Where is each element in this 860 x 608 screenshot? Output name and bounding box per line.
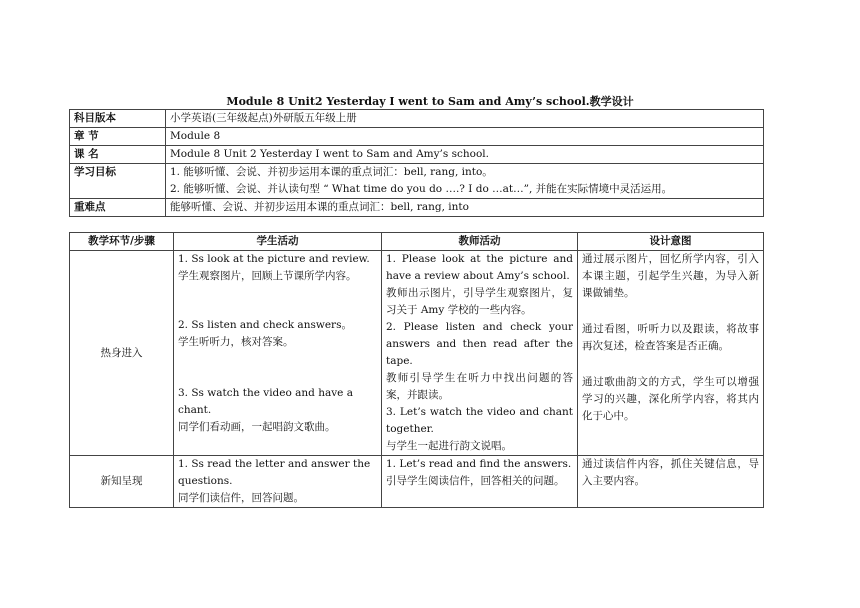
step-cell: 新知呈现 xyxy=(70,456,174,508)
activity-zh: 教师出示图片，引导学生观察图片，复习关于 Amy 学校的一些内容。 xyxy=(386,287,573,316)
info-row-objectives xyxy=(70,164,764,199)
intent-text: 通过读信件内容，抓住关键信息，导入主要内容。 xyxy=(582,458,759,487)
objective-line: 1. 能够听懂、会说、并初步运用本课的重点词汇：bell, rang, into。 xyxy=(170,166,493,178)
table-row xyxy=(70,251,764,456)
student-activity-cell xyxy=(174,456,382,508)
info-key: 章 节 xyxy=(70,128,166,146)
info-key: 科目版本 xyxy=(70,110,166,128)
info-key: 课 名 xyxy=(70,146,166,164)
info-value: 能够听懂、会说、并初步运用本课的重点词汇：bell, rang, into xyxy=(166,199,764,217)
lesson-plan-table xyxy=(69,232,764,508)
info-row-edition xyxy=(70,110,764,128)
intent-text: 通过歌曲韵文的方式，学生可以增强学习的兴趣，深化所学内容，将其内化于心中。 xyxy=(582,376,759,422)
intent-text: 通过展示图片，回忆所学内容，引入本课主题，引起学生兴趣，为导入新课做铺垫。 xyxy=(582,253,759,299)
teacher-activity-cell xyxy=(382,456,578,508)
info-value: Module 8 Unit 2 Yesterday I went to Sam and Amy’s school. xyxy=(166,146,764,164)
objective-line: 2. 能够听懂、会说、并认读句型 “ What time do you do ….? I do …at…”, 并能在实际情境中灵活运用。 xyxy=(170,183,673,195)
info-key: 重难点 xyxy=(70,199,166,217)
intent-text: 通过看图，听听力以及跟读，将故事再次复述，检查答案是否正确。 xyxy=(582,323,759,352)
activity-en: 1. Please look at the picture and have a review about Amy’s school. xyxy=(386,253,573,282)
column-header: 学生活动 xyxy=(174,233,382,251)
activity-en: 2. Ss listen and check answers。 xyxy=(178,319,352,331)
activity-zh: 学生观察图片，回顾上节课所学内容。 xyxy=(178,270,357,282)
activity-zh: 引导学生阅读信件，回答相关的问题。 xyxy=(386,475,565,487)
table-header-row xyxy=(70,233,764,251)
design-intent-cell xyxy=(578,251,764,456)
spacer xyxy=(178,285,377,317)
table-row xyxy=(70,456,764,508)
activity-en: 1. Let’s read and find the answers. xyxy=(386,458,572,470)
teacher-activity-cell xyxy=(382,251,578,456)
activity-en: 2. Please listen and check your answers and then read after the tape. xyxy=(386,321,573,367)
activity-en: 1. Ss look at the picture and review. xyxy=(178,253,370,265)
activity-zh: 同学们读信件，回答问题。 xyxy=(178,492,304,504)
activity-en: 3. Ss watch the video and have a chant. xyxy=(178,387,353,416)
activity-zh: 教师引导学生在听力中找出问题的答案，并跟读。 xyxy=(386,372,573,401)
activity-zh: 学生听听力，核对答案。 xyxy=(178,336,294,348)
design-intent-cell xyxy=(578,456,764,508)
info-value xyxy=(166,164,764,199)
info-row-lesson xyxy=(70,146,764,164)
document-title: Module 8 Unit2 Yesterday I went to Sam and Amy’s school.教学设计 xyxy=(226,95,634,108)
spacer xyxy=(582,302,759,321)
student-activity-cell xyxy=(174,251,382,456)
info-value: Module 8 xyxy=(166,128,764,146)
column-header: 教师活动 xyxy=(382,233,578,251)
activity-en: 3. Let’s watch the video and chant together. xyxy=(386,406,573,435)
step-cell: 热身进入 xyxy=(70,251,174,456)
info-row-chapter xyxy=(70,128,764,146)
spacer xyxy=(178,351,377,385)
info-key: 学习目标 xyxy=(70,164,166,199)
activity-zh: 同学们看动画，一起唱韵文歌曲。 xyxy=(178,421,336,433)
activity-zh: 与学生一起进行韵文说唱。 xyxy=(386,440,512,452)
info-row-key-points xyxy=(70,199,764,217)
column-header: 设计意图 xyxy=(578,233,764,251)
spacer xyxy=(582,355,759,374)
course-info-table xyxy=(69,109,764,217)
activity-en: 1. Ss read the letter and answer the questions. xyxy=(178,458,371,487)
info-value: 小学英语(三年级起点)外研版五年级上册 xyxy=(166,110,764,128)
column-header: 教学环节/步骤 xyxy=(70,233,174,251)
